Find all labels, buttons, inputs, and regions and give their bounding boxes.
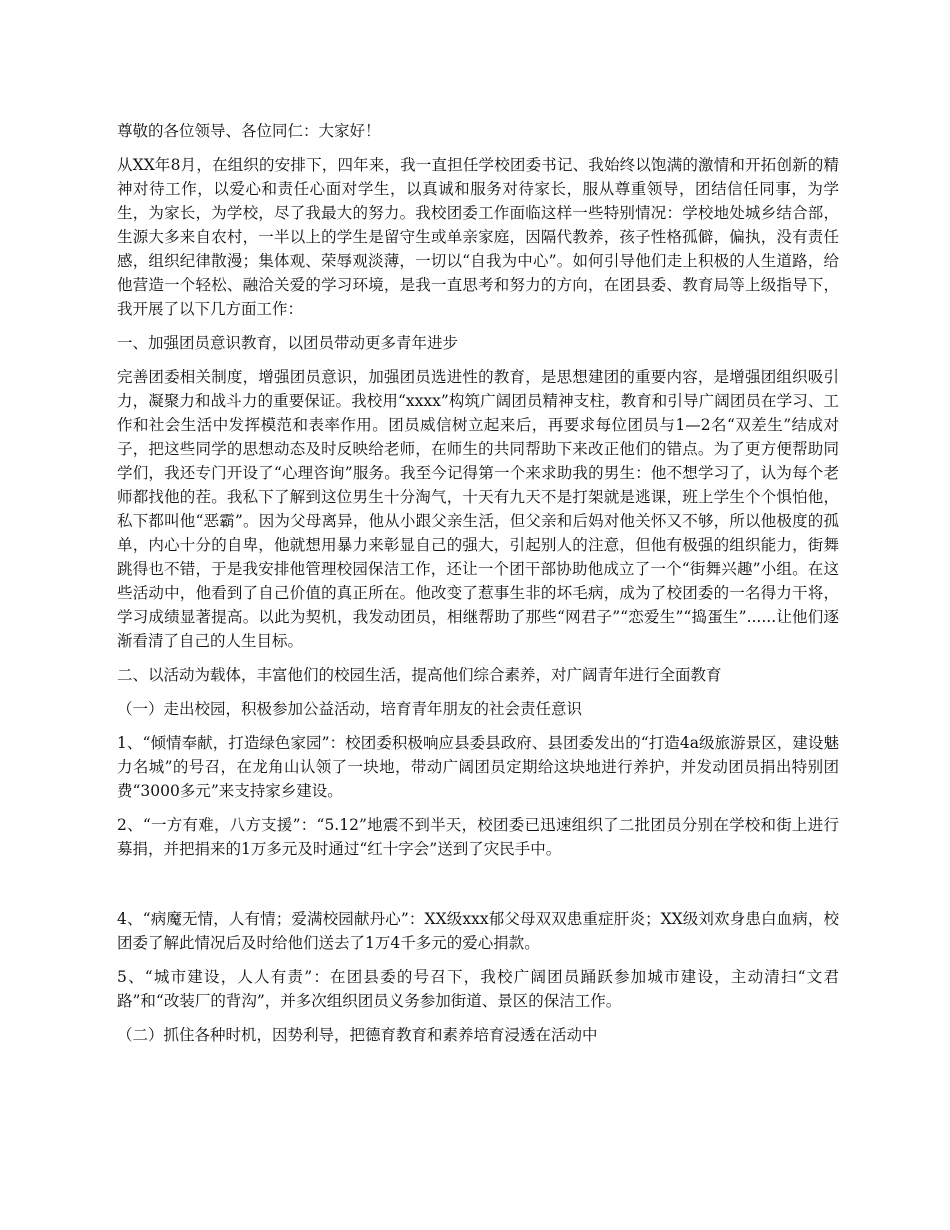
intro-paragraph: 从XX年8月，在组织的安排下，四年来，我一直担任学校团委书记、我始终以饱满的激情和开拓创新的精神对待工作，以爱心和责任心面对学生，以真诚和服务对待家长，服从尊重领导，团结信任同事，为学生，为家长，为学校，尽了我最大的努力。我校团委工作面临这样一些特别情况：学校地处城乡结合部，生源大多来自农村，一半以上的学生是留守生或单亲家庭，因隔代教养，孩子性格孤僻，偏执，没有责任感，组织纪律散漫；集体观、荣辱观淡薄，一切以“自我为中心”。如何引导他们走上积极的人生道路，给他营造一个轻松、融洽关爱的学习环境，是我一直思考和努力的方向，在团县委、教育局等上级指导下，我开展了以下几方面工作： [117, 156, 839, 318]
section-heading-1: 一、加强团员意识教育，以团员带动更多青年进步 [117, 334, 459, 352]
blank-gap [117, 871, 839, 907]
list-item-4: 4、“病魔无情，人有情；爱满校园献丹心”：XX级xxx郁父母双双患重症肝炎；XX级刘欢身患白血病，校团委了解此情况后及时给他们送去了1万4千多元的爱心捐款。 [117, 910, 839, 952]
section-heading-2: 二、以活动为载体，丰富他们的校园生活，提高他们综合素养，对广阔青年进行全面教育 [117, 666, 722, 684]
list-item-2: 2、“一方有难，八方支援”：“5.12”地震不到半天，校团委已迅速组织了二批团员分别在学校和街上进行募捐，并把捐来的1万多元及时通过“红十字会”送到了灾民手中。 [117, 816, 839, 858]
greeting: 尊敬的各位领导、各位同仁：大家好！ [117, 122, 381, 140]
document-body [117, 119, 839, 1057]
list-item-1: 1、“倾情奉献，打造绿色家园”：校团委积极响应县委县政府、县团委发出的“打造4a级旅游景区，建设魅力名城”的号召，在龙角山认领了一块地，带动广阔团员定期给这块地进行养护，并发动团员捐出特别团费“3000多元”来支持家乡建设。 [117, 734, 839, 800]
subheading-1: （一）走出校园，积极参加公益活动，培育青年朋友的社会责任意识 [117, 700, 583, 718]
section-1-paragraph: 完善团委相关制度，增强团员意识，加强团员选进性的教育，是思想建团的重要内容，是增强团组织吸引力，凝聚力和战斗力的重要保证。我校用“xxxx”构筑广阔团员精神支柱，教育和引导广阔团员在学习、工作和社会生活中发挥模范和表率作用。团员威信树立起来后，再要求每位团员与1—2名“双差生”结成对子，把这些同学的思想动态及时反映给老师，在师生的共同帮助下来改正他们的错点。为了更方便帮助同学们，我还专门开设了“心理咨询”服务。我至今记得第一个来求助我的男生：他不想学习了，认为每个老师都找他的茬。我私下了解到这位男生十分淘气，十天有九天不是打架就是逃课，班上学生个个惧怕他，私下都叫他“恶霸”。因为父母离异，他从小跟父亲生活，但父亲和后妈对他关怀又不够，所以他极度的孤单，内心十分的自卑，他就想用暴力来彰显自己的强大，引起别人的注意，但他有极强的组织能力，街舞跳得也不错，于是我安排他管理校园保洁工作，还让一个团干部协助他成立了一个“街舞兴趣”小组。在这些活动中，他看到了自己价值的真正所在。他改变了惹事生非的坏毛病，成为了校团委的一名得力干将，学习成绩显著提高。以此为契机，我发动团员，相继帮助了那些“网君子”“恋爱生”“捣蛋生”......让他们逐渐看清了自己的人生目标。 [117, 368, 839, 650]
list-item-5: 5、“城市建设，人人有责”：在团县委的号召下，我校广阔团员踊跃参加城市建设，主动清扫“文君路”和“改装厂的背沟”，并多次组织团员义务参加街道、景区的保洁工作。 [117, 968, 839, 1010]
subheading-2: （二）抓住各种时机，因势利导，把德育教育和素养培育浸透在活动中 [117, 1026, 598, 1044]
